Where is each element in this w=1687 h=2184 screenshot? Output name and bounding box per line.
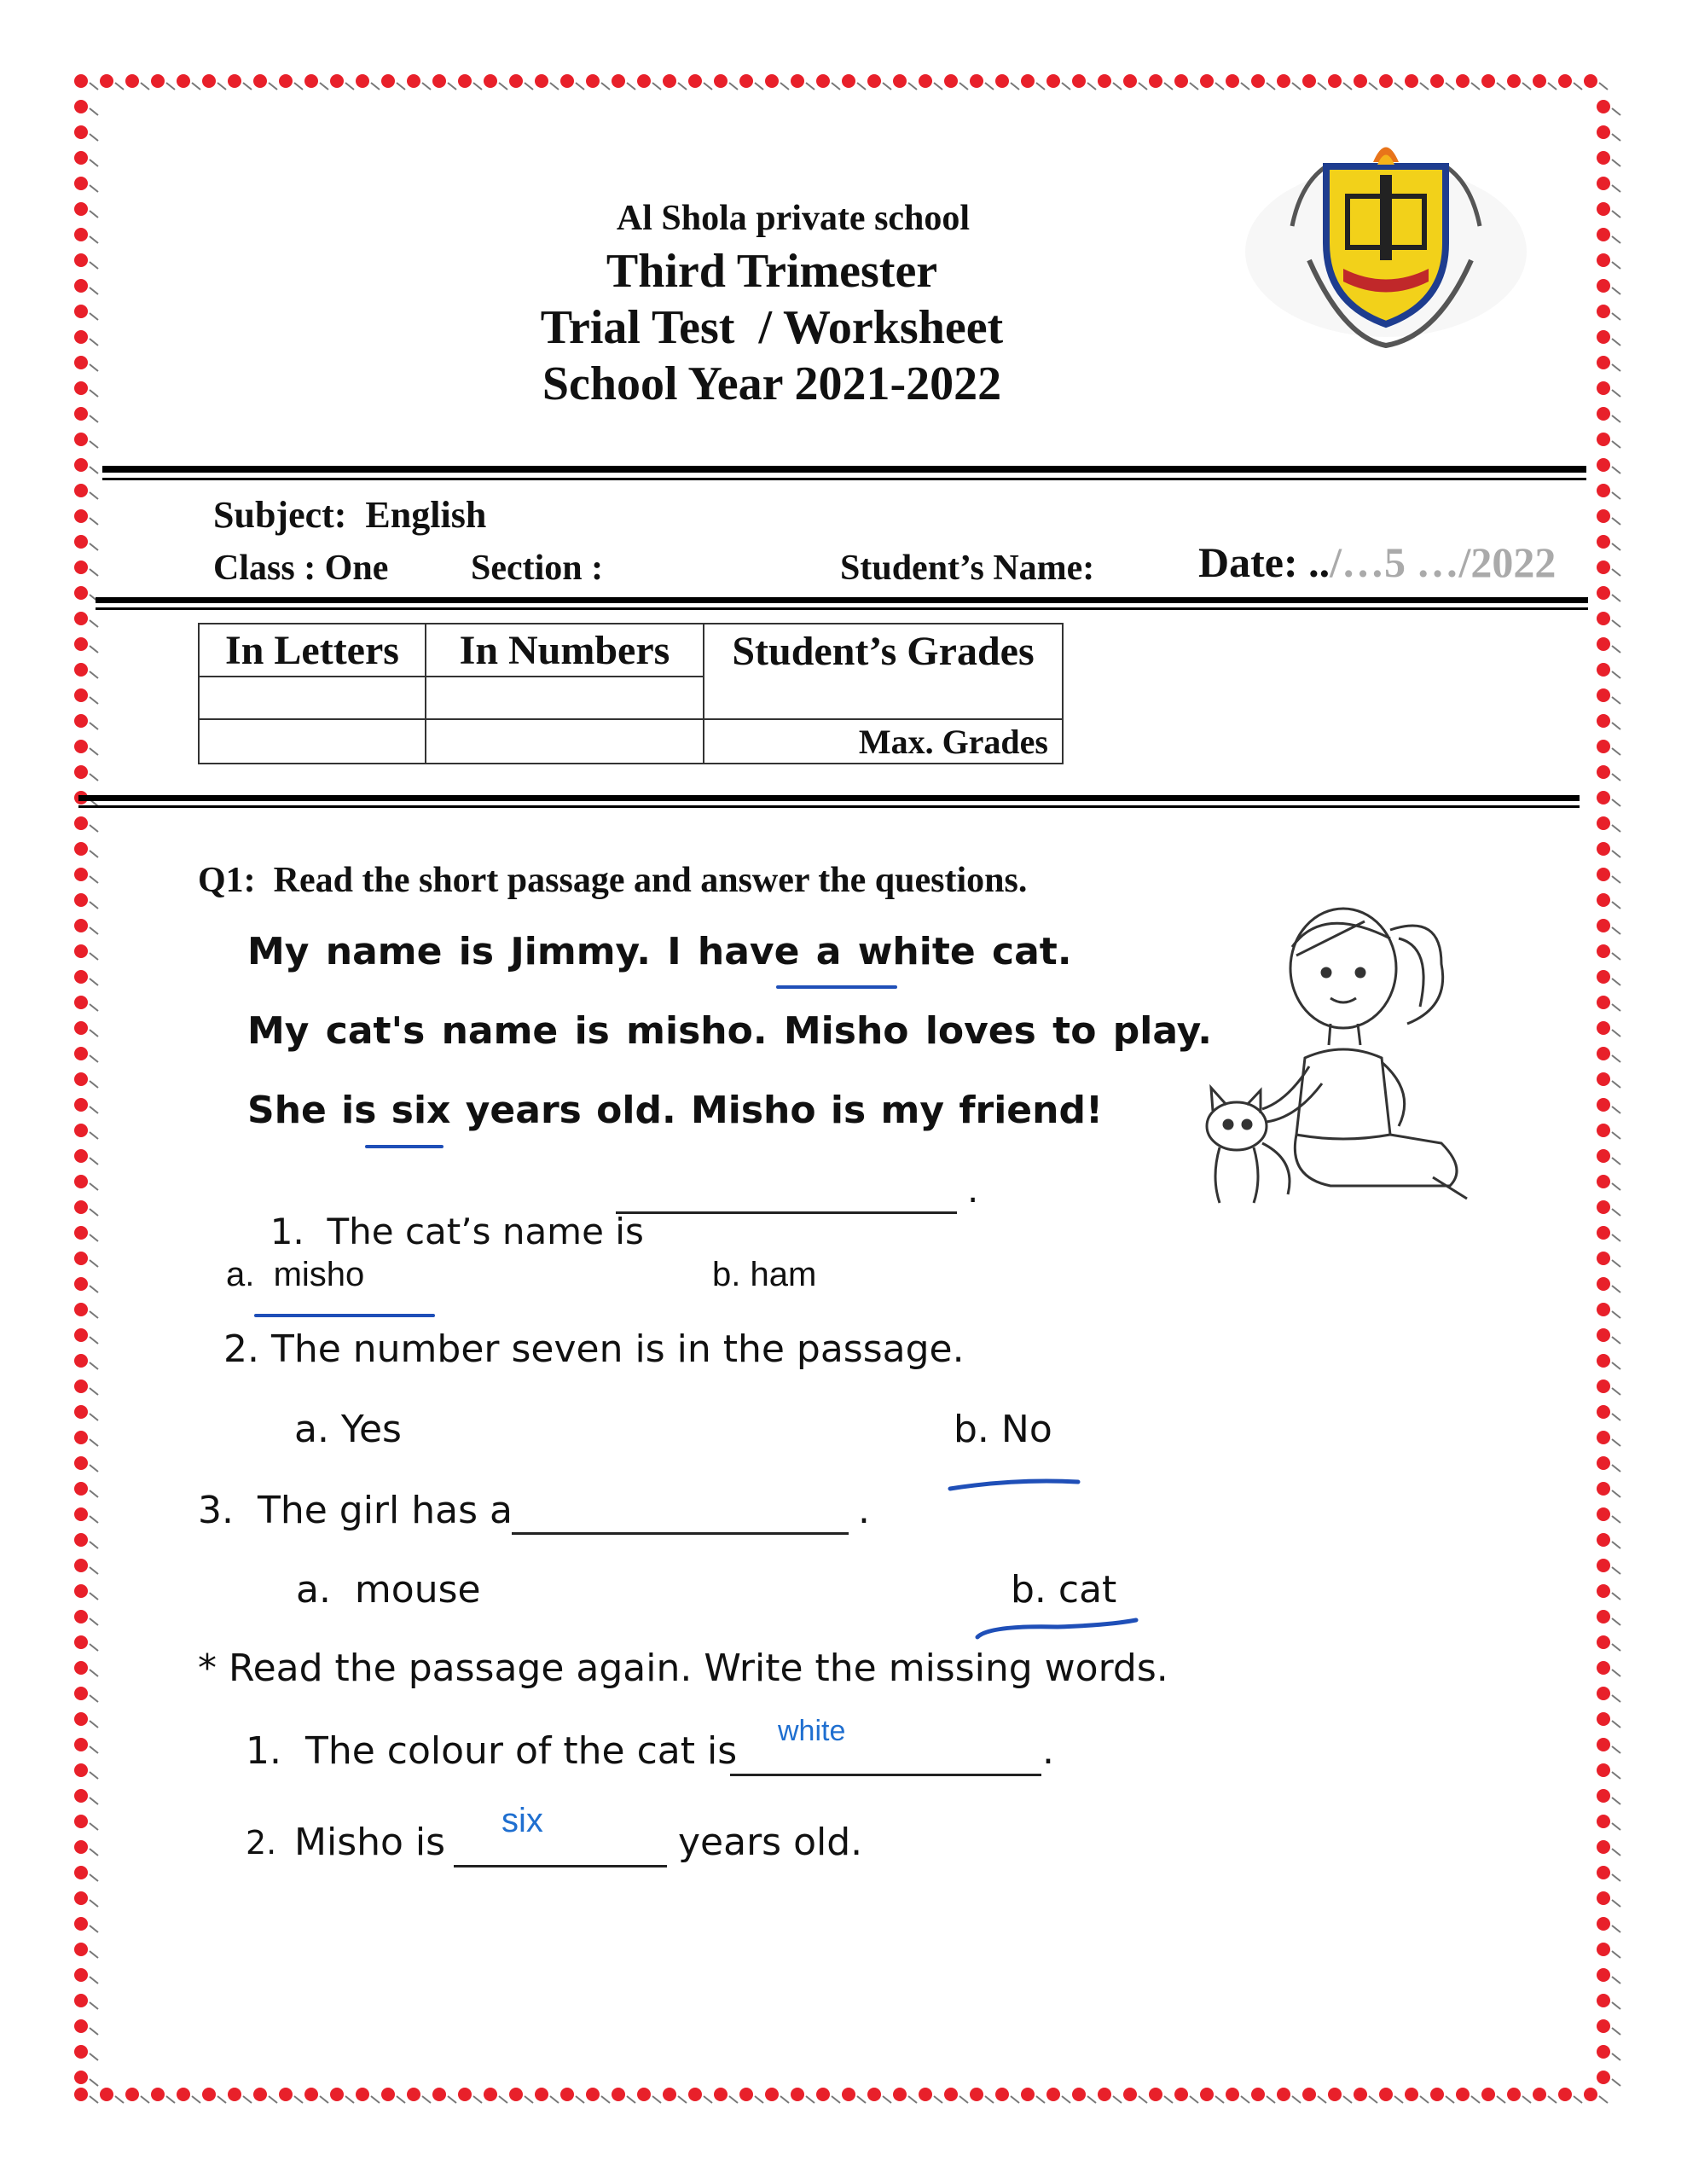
- passage-line-1: My name is Jimmy. I have a white cat.: [247, 930, 1072, 973]
- girl-with-cat-illustration: [1194, 887, 1518, 1211]
- subject-label: Subject: English: [213, 494, 487, 536]
- school-logo: [1241, 132, 1531, 363]
- question-1-end: .: [967, 1169, 979, 1211]
- student-name-label: Student’s Name:: [840, 549, 1095, 588]
- table-rule-thin: [78, 805, 1580, 808]
- title-line-1: Third Trimester: [606, 245, 938, 298]
- q1-answer-underline: [254, 1314, 435, 1317]
- question-3-end: .: [858, 1489, 870, 1532]
- missing-item-1: 1. The colour of the cat is: [246, 1729, 738, 1773]
- col-in-numbers: In Numbers: [426, 624, 704, 677]
- missing-item-2-answer: six: [501, 1802, 543, 1839]
- q2-option-a[interactable]: a. Yes: [294, 1408, 402, 1451]
- header-rule-thick: [102, 466, 1586, 473]
- missing-item-1-end: .: [1042, 1729, 1054, 1773]
- passage-line-3: She is six years old. Misho is my friend!: [247, 1089, 1104, 1132]
- q3-option-a[interactable]: a. mouse: [296, 1568, 481, 1612]
- cell-letters-2[interactable]: [199, 719, 426, 764]
- missing-item-1-answer: white: [778, 1715, 846, 1747]
- info-rule-thin: [96, 607, 1588, 610]
- school-name: Al Shola private school: [616, 199, 971, 238]
- q3-answer-underline: [972, 1615, 1143, 1646]
- info-rule-thick: [96, 597, 1588, 603]
- title-line-2: Trial Test / Worksheet: [540, 301, 1004, 354]
- q2-answer-underline: [947, 1472, 1083, 1497]
- missing-item-2-suffix: years old.: [678, 1821, 863, 1864]
- missing-item-2-blank[interactable]: [454, 1865, 667, 1867]
- question-3: 3. The girl has a: [198, 1489, 513, 1532]
- passage-line-2: My cat's name is misho. Misho loves to play.: [247, 1009, 1213, 1053]
- cell-numbers-2[interactable]: [426, 719, 704, 764]
- col-student-grades: Student’s Grades: [704, 624, 1063, 719]
- section-label: Section :: [471, 549, 604, 588]
- class-label: Class : One: [213, 549, 389, 588]
- q2-option-b[interactable]: b. No: [954, 1408, 1052, 1451]
- date-label: Date: ..: [1198, 538, 1330, 586]
- q1-option-b[interactable]: b. ham: [712, 1256, 817, 1293]
- underline-white: [776, 985, 897, 989]
- missing-item-2-text: Misho is: [294, 1821, 446, 1864]
- missing-words-instruction: * Read the passage again. Write the missing words.: [198, 1647, 1168, 1690]
- cell-numbers-1[interactable]: [426, 677, 704, 719]
- date-field: [1177, 488, 1556, 587]
- missing-item-1-blank[interactable]: [730, 1774, 1041, 1776]
- question-1: [247, 1169, 644, 1252]
- header-rule-thin: [102, 478, 1586, 480]
- max-grades-label: Max. Grades: [704, 719, 1063, 764]
- missing-item-2-number: 2.: [246, 1824, 277, 1862]
- question-3-blank[interactable]: [512, 1532, 849, 1535]
- question-2: 2. The number seven is in the passage.: [223, 1327, 965, 1371]
- title-line-3: School Year 2021-2022: [542, 357, 1002, 410]
- question-1-blank[interactable]: [616, 1211, 957, 1214]
- underline-six: [365, 1145, 443, 1148]
- table-rule-thick: [78, 795, 1580, 801]
- cell-letters-1[interactable]: [199, 677, 426, 719]
- q1-title: Q1: Read the short passage and answer the questions.: [198, 861, 1028, 900]
- grades-table: [198, 623, 1064, 764]
- q1-option-a[interactable]: a. misho: [226, 1256, 365, 1293]
- col-in-letters: In Letters: [199, 624, 426, 677]
- question-1-text: 1. The cat’s name is: [270, 1211, 644, 1252]
- q3-option-b[interactable]: b. cat: [1011, 1568, 1117, 1612]
- date-value: /…5 …/2022: [1330, 538, 1557, 586]
